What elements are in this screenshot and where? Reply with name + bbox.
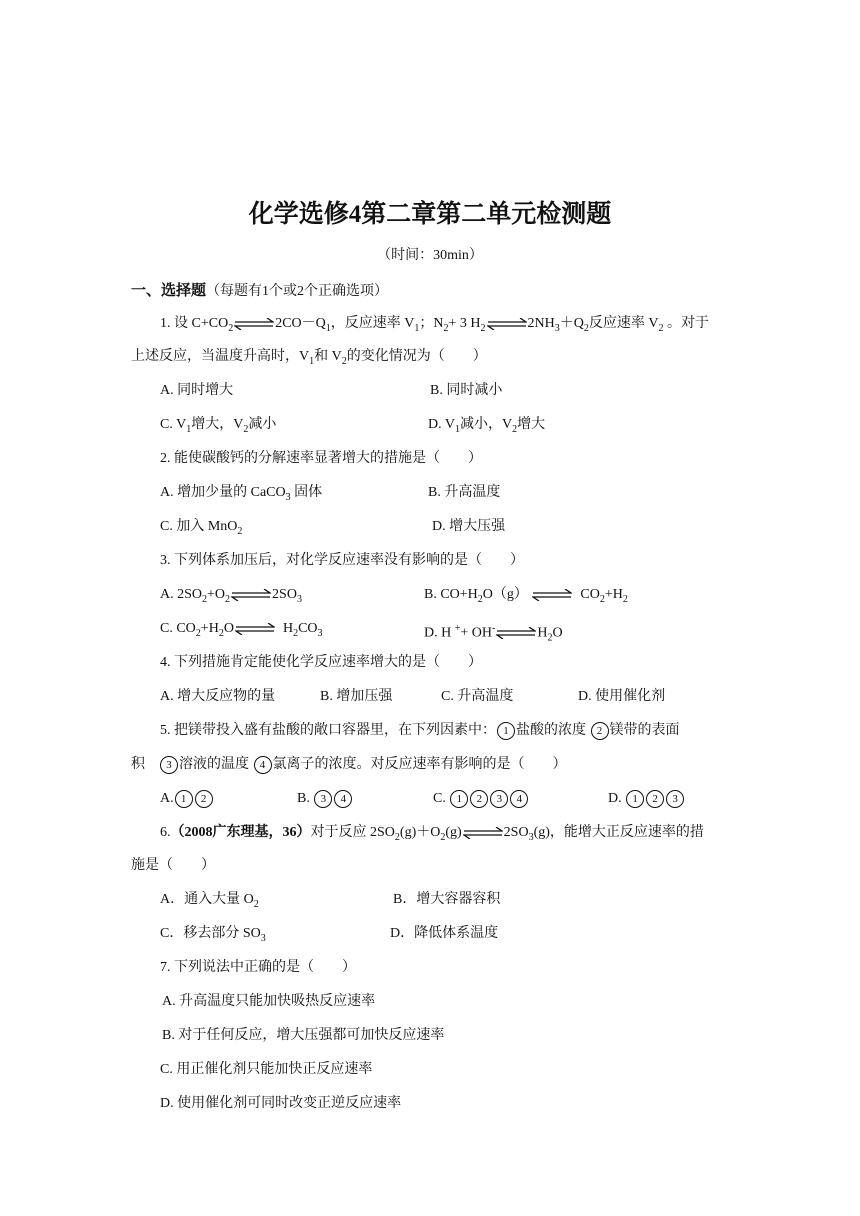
circled-number: 3 <box>160 756 178 774</box>
q5-option-d: D. 1 2 3 <box>608 789 685 809</box>
question-3-stem: 3. 下列体系加压后，对化学反应速率没有影响的是（ ） <box>160 553 524 568</box>
q2-option-d: D. 增大压强 <box>432 519 506 534</box>
q4-option-c: C. 升高温度 <box>441 689 514 704</box>
equilibrium-arrow-icon <box>463 827 503 839</box>
q6-option-c: C．移去部分 $SO_3$ <box>160 926 266 944</box>
question-6-stem-cont: 施是（ ） <box>131 858 215 873</box>
q3-option-b: B. $CO+H_2O(g)$ $CO_2+H_2$ <box>424 587 628 605</box>
time-limit: （时间：30min） <box>377 248 483 263</box>
q5-option-b: B. 3 4 <box>297 789 353 809</box>
q6-option-d: D．降低体系温度 <box>390 926 499 941</box>
page-title: 化学选修4第二章第二单元检测题 <box>248 201 612 228</box>
q3-option-d: D. H ++ OH- $H_2O$ <box>424 623 563 644</box>
q7-option-b: B. 对于任何反应，增大压强都可加快反应速率 <box>162 1028 445 1043</box>
q1-option-a: A. 同时增大 <box>160 383 234 398</box>
q3-option-a: A. $2SO_2+O_2$ $2SO_3$ <box>160 587 302 605</box>
q4-option-d: D. 使用催化剂 <box>578 689 666 704</box>
equilibrium-arrow-icon <box>231 589 271 601</box>
equilibrium-arrow-icon <box>234 318 274 330</box>
equilibrium-arrow-icon <box>532 589 572 601</box>
q5-option-a: A. 1 2 <box>160 789 214 809</box>
q1-option-b: B. 同时减小 <box>430 383 503 398</box>
q5-option-c: C. 1 2 3 4 <box>433 789 529 809</box>
q4-option-b: B. 增加压强 <box>320 689 393 704</box>
q2-option-b: B. 升高温度 <box>428 485 501 500</box>
equilibrium-arrow-icon <box>487 318 527 330</box>
question-1-stem-cont: 上述反应，当温度升高时，$V_1$和 $V_2$的变化情况为（ ） <box>131 349 487 367</box>
question-7-stem: 7. 下列说法中正确的是（ ） <box>160 960 356 975</box>
q6-option-a: A．通入大量 $O_2$ <box>160 892 259 910</box>
circled-number: 2 <box>591 722 609 740</box>
q2-option-a: A. 增加少量的 CaCO$_3$ 固体 <box>160 485 323 503</box>
q1-option-d: D. $V_1$减小，$V_2$增大 <box>428 417 546 435</box>
equilibrium-arrow-icon <box>235 623 275 635</box>
circled-number: 1 <box>497 722 515 740</box>
q7-option-a: A. 升高温度只能加快吸热反应速率 <box>162 994 376 1009</box>
q2-option-c: C. 加入 MnO$_2$ <box>160 519 243 537</box>
question-2-stem: 2. 能使碳酸钙的分解速率显著增大的措施是（ ） <box>160 451 482 466</box>
q7-option-c: C. 用正催化剂只能加快正反应速率 <box>160 1062 373 1077</box>
question-5-stem: 5. 把镁带投入盛有盐酸的敞口容器里，在下列因素中： 1 盐酸的浓度 2 镁带的表面 <box>160 723 680 738</box>
question-6-stem: 6.（2008广东理基，36）对于反应 $2SO_2(g)+O_2(g)$ $2SO_3(g)$，能增大正反应速率的措 <box>160 825 704 843</box>
q4-option-a: A. 增大反应物的量 <box>160 689 276 704</box>
question-4-stem: 4. 下列措施肯定能使化学反应速率增大的是（ ） <box>160 655 482 670</box>
circled-number: 4 <box>254 756 272 774</box>
q1-option-c: C. $V_1$增大，$V_2$减小 <box>160 417 277 435</box>
section-heading: 一、选择题（每题有1个或2个正确选项） <box>131 283 389 299</box>
q7-option-d: D. 使用催化剂可同时改变正逆反应速率 <box>160 1096 402 1111</box>
q3-option-c: C. $CO_2+H_2O$ $H_2CO_3$ <box>160 621 323 639</box>
q6-option-b: B．增大容器容积 <box>393 892 501 907</box>
question-5-stem-cont: 积 3 溶液的温度 4 氯离子的浓度。对反应速率有影响的是（ ） <box>131 757 567 772</box>
equilibrium-arrow-icon <box>496 627 536 639</box>
question-1-stem: 1. 设 $C+CO_2$ $2CO-Q_1$，反应速率 $V_1$；$N_2+ 3$ $H_2$ $2NH_3+Q_2$反应速率 $V_2$ 。对于 <box>160 316 709 334</box>
